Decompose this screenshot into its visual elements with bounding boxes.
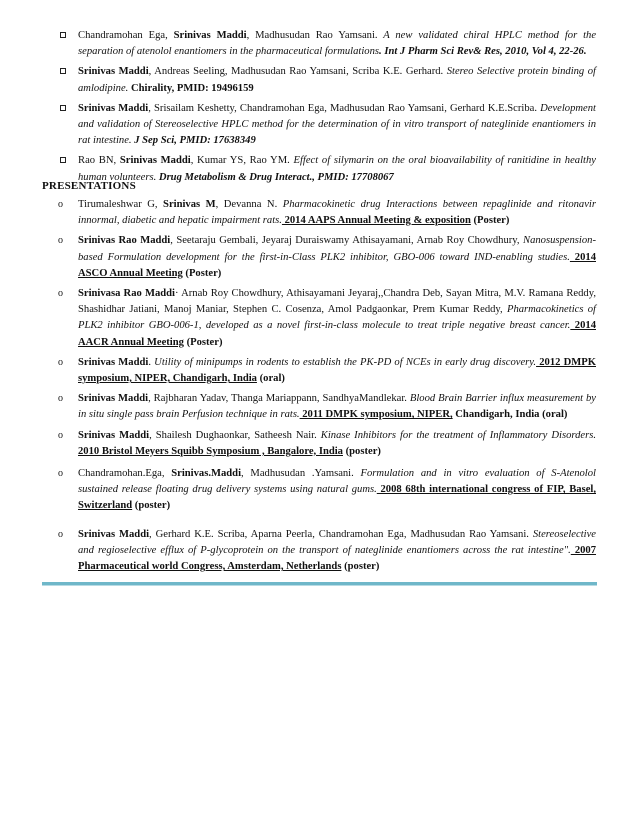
author-names: · Arnab Roy Chowdhury, Athisayamani Jeyaraj,,Chandra Deb, Sayan Mitra, M.V. Ramana Reddy, Shashidhar Jatiani, Manoj Maniar, Stephen C. Cosenza, Amol Padgaonkar, Prem Kumar Reddy,: [78, 288, 596, 316]
author-highlight: Srinivas M: [163, 199, 216, 210]
circle-bullet-icon: o: [58, 429, 63, 441]
publication-title: Development and validation of Stereoselective HPLC method for the determination of in vitro transport of nateglinide enantiomers in rat intestine.: [78, 102, 596, 147]
presentation-title: Pharmacokinetic drug Interactions between repaglinide and ritonavir innormal, diabetic and hepatic impairment rats.: [78, 199, 596, 227]
presentation-type: (poster): [341, 561, 380, 573]
author-highlight: Srinivas Rao Maddi: [78, 235, 171, 247]
presentation-title: Blood Brain Barrier influx measurement by in situ single pass brain Perfusion technique in rats.: [78, 393, 597, 421]
publication-title: Stereo Selective protein binding of amlodipine.: [78, 66, 597, 94]
presentation-type: (oral): [256, 373, 285, 385]
presentation-type: (Poster): [470, 215, 510, 227]
square-bullet-icon: [60, 157, 66, 163]
author-names: Chandramohan Ega,: [78, 30, 174, 41]
presentation-item: [0, 466, 638, 515]
author-highlight: Srinivas Maddi: [78, 393, 149, 405]
circle-bullet-icon: o: [58, 468, 63, 480]
conference-venue: 2010 Bristol Meyers Squibb Symposium , Bangalore, India: [78, 445, 343, 457]
author-highlight: Srinivasa Rao Maddi: [78, 288, 175, 300]
section-divider-shadow: [42, 585, 597, 586]
author-names: Rao BN,: [78, 155, 120, 167]
author-names: , Srisailam Keshetty, Chandramohan Ega, Madhusudan Rao Yamsani, Gerhard K.E.Scriba.: [148, 102, 537, 114]
author-names: , Rajbharan Yadav, Thanga Mariappann, SandhyaMandlekar.: [148, 393, 407, 405]
author-names: , Kumar YS, Rao YM.: [190, 155, 290, 167]
conference-venue: 2014 AAPS Annual Meeting & exposition: [281, 215, 471, 227]
circle-bullet-icon: o: [58, 199, 63, 210]
presentation-type: Chandigarh, India (oral): [452, 409, 568, 421]
conference-venue: 2011 DMPK symposium, NIPER,: [299, 409, 453, 421]
presentation-item: [0, 391, 638, 423]
presentation-type: (poster): [342, 445, 381, 457]
presentation-item: [0, 527, 638, 576]
author-highlight: Srinivas.Maddi: [171, 468, 242, 480]
author-highlight: Srinivas Maddi: [78, 66, 149, 78]
presentation-title: Utility of minipumps in rodents to establish the PK-PD of NCEs in early drug discovery.: [150, 356, 537, 368]
journal-citation: J Sep Sci, PMID: 17638349: [131, 135, 256, 147]
author-highlight: Srinivas Maddi: [173, 30, 247, 41]
presentation-type: (poster): [132, 500, 171, 512]
author-names: , Andreas Seeling, Madhusudan Rao Yamsani, Scriba K.E. Gerhard.: [148, 66, 444, 78]
publication-item: [0, 64, 638, 96]
presentation-title: Formulation and in vitro evaluation of S-Atenolol sustained release floating drug delivery systems using natural gums.: [78, 468, 596, 496]
conference-venue: 2007 Pharmaceutical world Congress, Amsterdam, Netherlands: [78, 544, 597, 573]
circle-bullet-icon: o: [58, 528, 63, 540]
circle-bullet-icon: o: [58, 393, 63, 405]
publication-item: [0, 101, 638, 150]
author-highlight: Srinivas Maddi: [78, 429, 150, 441]
publication-title: Effect of silymarin on the oral bioavailability of ranitidine in healthy human volunteers.: [78, 155, 596, 183]
author-names: Tirumaleshwar G,: [78, 199, 164, 210]
author-names: , Gerhard K.E. Scriba, Aparna Peerla, Chandramohan Ega, Madhusudan Rao Yamsani.: [149, 528, 529, 540]
square-bullet-icon: [60, 105, 66, 111]
presentation-item: [0, 428, 638, 460]
author-highlight: Srinivas Maddi: [119, 155, 191, 167]
presentation-item: [0, 355, 638, 387]
presentation-title: Kinase Inhibitors for the treatment of Inflammatory Disorders.: [316, 429, 596, 441]
author-highlight: Srinivas Maddi: [78, 356, 149, 368]
author-names: , Devanna N.: [215, 199, 278, 210]
author-names: Chandramohan.Ega,: [78, 468, 172, 480]
journal-citation: Chirality, PMID: 19496159: [128, 82, 254, 94]
journal-citation: Drug Metabolism & Drug Interact., PMID: 17708067: [156, 171, 394, 183]
conference-venue: 2012 DMPK symposium, NIPER, Chandigarh, India: [78, 356, 596, 385]
author-names: .: [148, 356, 151, 368]
author-names: , Madhusudan Rao Yamsani.: [246, 30, 378, 41]
presentation-type: (Poster): [182, 267, 222, 279]
author-names: , Shailesh Dughaonkar, Satheesh Nair.: [149, 429, 317, 441]
presentation-title: Stereoselective and regioselective efflux of P-glycoprotein on the transport of nateglinide enantiomers across the rat intestine".: [78, 528, 596, 556]
presentation-title: Pharmacokinetics of PLK2 inhibitor GBO-006-1, developed as a novel first-in-class molecule to treat triple negative breast cancer.: [78, 304, 596, 332]
presentation-item: [0, 286, 638, 351]
presentation-item: [0, 233, 638, 282]
publications-list: [0, 28, 638, 190]
square-bullet-icon: [60, 32, 66, 38]
author-names: , Seetaraju Gembali, Jeyaraj Duraiswamy Athisayamani, Arnab Roy Chowdhury,: [170, 235, 520, 247]
section-heading-presentations: PRESENTATIONS: [42, 180, 136, 192]
presentation-title: Nanosuspension-based Formulation development for the first-in-Class PLK2 inhibitor, GBO-006 toward IND-enabling studies.: [78, 235, 596, 263]
presentation-type: (Poster): [183, 336, 223, 348]
author-highlight: Srinivas Maddi: [78, 528, 150, 540]
publication-title: A new validated chiral HPLC method for the separation of atenolol enantiomers in the pharmaceutical formulations: [78, 30, 597, 58]
conference-venue: 2014 AACR Annual Meeting: [78, 320, 596, 348]
journal-citation: . Int J Pharm Sci Rev& Res, 2010, Vol 4, 22-26.: [379, 46, 587, 58]
circle-bullet-icon: o: [58, 288, 63, 300]
publication-item: [0, 28, 638, 60]
presentations-list: [0, 197, 638, 579]
author-highlight: Srinivas Maddi: [78, 102, 149, 114]
conference-venue: 2014 ASCO Annual Meeting: [78, 251, 596, 279]
presentation-item: [0, 197, 638, 229]
conference-venue: 2008 68th international congress of FIP, Basel, Switzerland: [78, 484, 596, 512]
square-bullet-icon: [60, 68, 66, 74]
author-names: , Madhusudan .Yamsani.: [241, 468, 354, 480]
circle-bullet-icon: o: [58, 235, 63, 247]
circle-bullet-icon: o: [58, 356, 63, 368]
